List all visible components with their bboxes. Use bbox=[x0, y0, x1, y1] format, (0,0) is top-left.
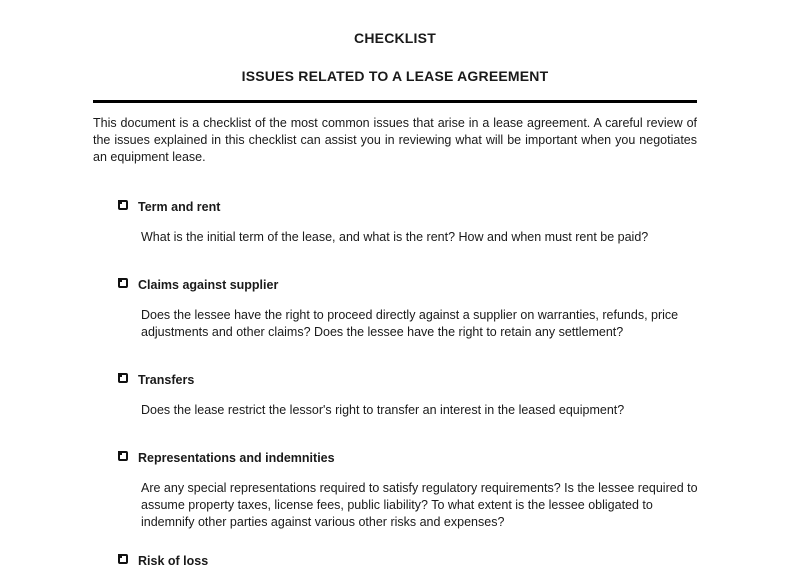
checklist-item-representations-and-indemnities bbox=[93, 450, 697, 531]
checklist-item-heading bbox=[93, 450, 697, 467]
checklist-item-label: Term and rent bbox=[138, 200, 221, 214]
checkbox-icon bbox=[118, 278, 128, 288]
checklist-item-heading bbox=[93, 277, 697, 294]
checklist-item-label: Transfers bbox=[138, 373, 195, 387]
checklist-item-heading bbox=[93, 553, 697, 570]
checklist-item-label: Claims against supplier bbox=[138, 278, 279, 292]
checklist-item-description: Are any special representations required to satisfy regulatory requirements? Is the lessee required to assume property taxes, license fees, public liability? To what extent is the lessee obligated to indemnify other parties against various other risks and expenses? bbox=[141, 481, 698, 529]
checklist-item-heading bbox=[93, 199, 697, 216]
document-subtitle: ISSUES RELATED TO A LEASE AGREEMENT bbox=[241, 68, 549, 84]
document-title: CHECKLIST bbox=[354, 30, 436, 46]
checklist-item-heading bbox=[93, 372, 697, 389]
checkbox-icon bbox=[118, 373, 128, 383]
checklist bbox=[93, 199, 697, 570]
checklist-item-risk-of-loss bbox=[93, 553, 697, 570]
checklist-item-term-and-rent bbox=[93, 199, 697, 246]
intro-paragraph: This document is a checklist of the most common issues that arise in a lease agreement. A careful review of the issues explained in this checklist can assist you in reviewing what will be important when you negotiates an equipment lease. bbox=[93, 116, 697, 164]
checklist-item-claims-against-supplier bbox=[93, 277, 697, 341]
checklist-item-transfers bbox=[93, 372, 697, 419]
checklist-item-description: Does the lessee have the right to proceed directly against a supplier on warranties, refunds, price adjustments and other claims? Does the lessee have the right to retain any settlement? bbox=[141, 308, 679, 339]
checklist-item-description: What is the initial term of the lease, and what is the rent? How and when must rent be paid? bbox=[141, 230, 649, 244]
checkbox-icon bbox=[118, 200, 128, 210]
document-page bbox=[0, 30, 790, 588]
checklist-item-label: Representations and indemnities bbox=[138, 451, 335, 465]
checkbox-icon bbox=[118, 451, 128, 461]
checkbox-icon bbox=[118, 554, 128, 564]
checklist-item-label: Risk of loss bbox=[138, 554, 209, 568]
horizontal-rule bbox=[93, 100, 697, 103]
checklist-item-description: Does the lease restrict the lessor's right to transfer an interest in the leased equipment? bbox=[141, 403, 625, 417]
